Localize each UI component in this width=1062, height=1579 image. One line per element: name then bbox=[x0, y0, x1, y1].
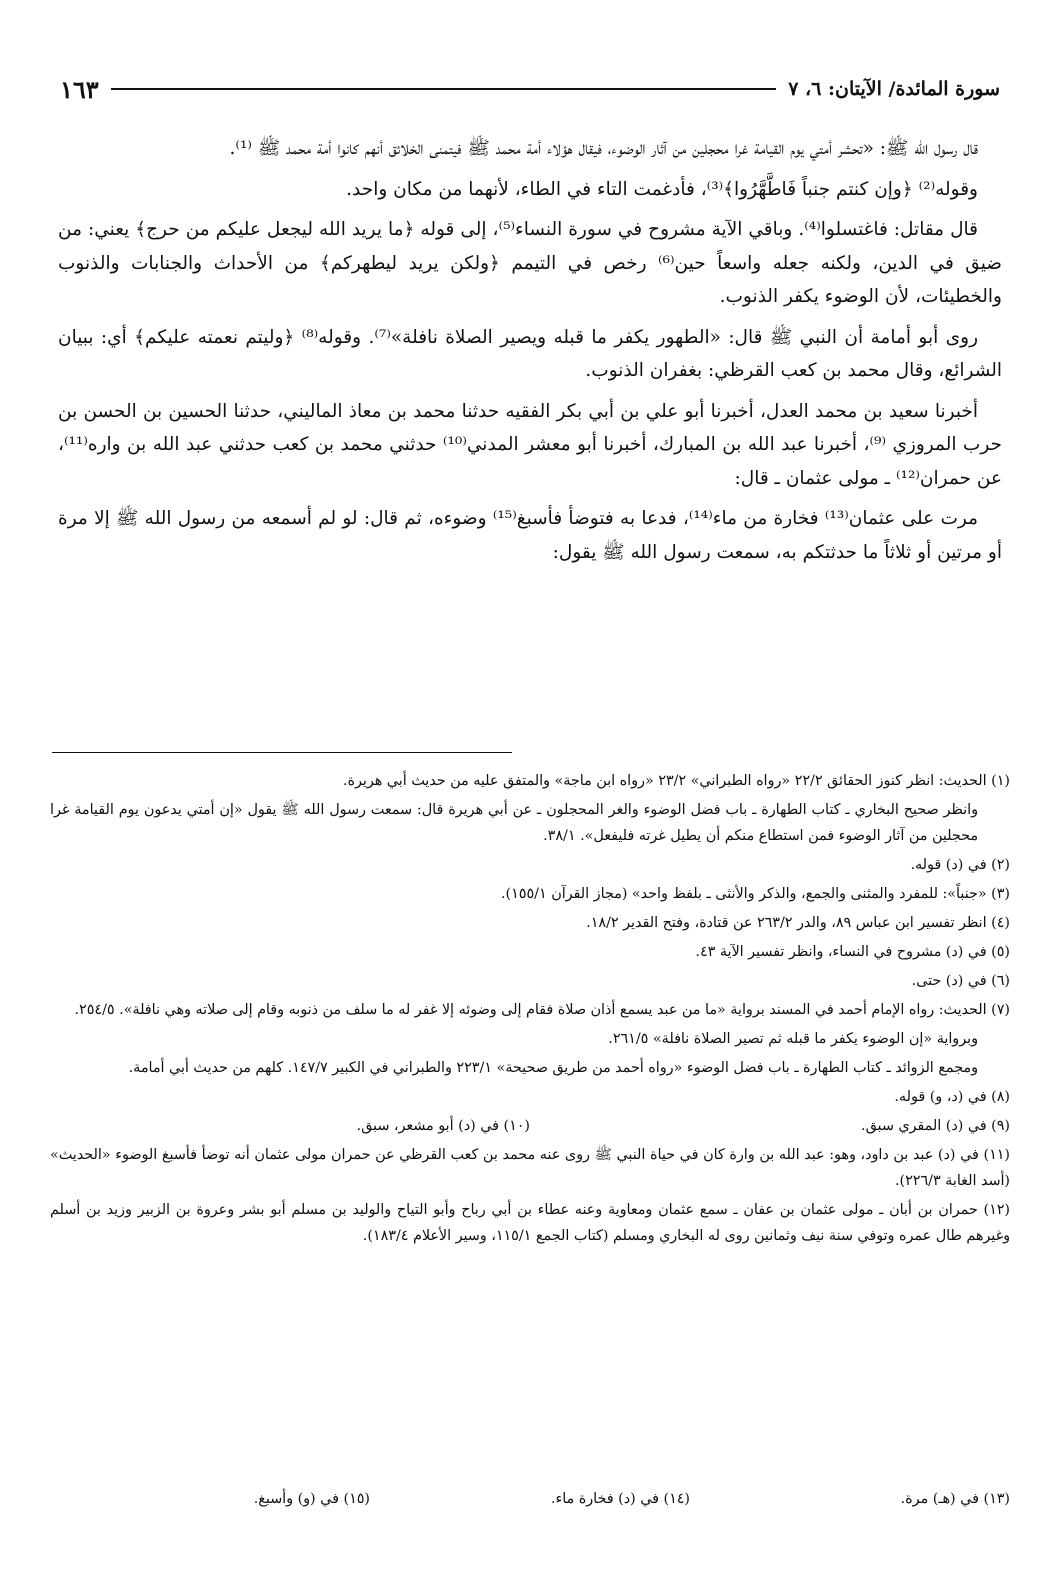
footnote-3: (٣) «جنباً»: للمفرد والمثنى والجمع، والذكر والأنثى ـ بلفظ واحد» (مجاز القرآن ١٥٥/١). bbox=[500, 886, 1010, 902]
footnote-row-last bbox=[50, 1486, 1010, 1512]
running-title: سورة المائدة/ الآيتان: ٦، ٧ bbox=[788, 78, 1000, 100]
paragraph: روى أبو أمامة أن النبي ﷺ قال: «الطهور يكفر ما قبله ويصير الصلاة نافلة»⁽⁷⁾. وقوله⁽⁸⁾ ﴿وليتم نعمته عليكم﴾ أي: ببيان الشرائع، وقال محمد بن كعب القرظي: بغفران الذنوب. bbox=[58, 326, 1002, 381]
paragraph: قال مقاتل: فاغتسلوا⁽⁴⁾. وباقي الآية مشروح في سورة النساء⁽⁵⁾، إلى قوله ﴿ما يريد الله ليجعل عليكم من حرج﴾ يعني: من ضيق في الدين، ولكنه جعله واسعاً حين⁽⁶⁾ رخص في التيمم ﴿ولكن يريد ليطهركم﴾ من الأحداث والجنابات والذنوب والخطيئات، لأن الوضوء يكفر الذنوب. bbox=[58, 219, 1002, 307]
footnotes bbox=[50, 768, 1010, 1252]
page-number: ١٦٣ bbox=[60, 74, 99, 104]
paragraph: وقوله⁽²⁾ ﴿وإن كنتم جنباً فَاطَّهَّرُوا﴾⁽³⁾، فأدغمت التاء في الطاء، لأنهما من مكان واحد. bbox=[346, 178, 978, 200]
page-header bbox=[60, 72, 1000, 106]
footnote-7: (٧) الحديث: رواه الإمام أحمد في المسند برواية «ما من عبد يسمع أذان صلاة فقام إلى وضوئه إلا غفر له ما سلف من ذنوبه وقام إلى صلاته وهي نافلة». ٢٥٤/٥. bbox=[74, 1002, 1010, 1018]
footnote-15: (١٥) في (و) وأسبغ. bbox=[253, 1491, 370, 1507]
footnote-2: (٢) في (د) قوله. bbox=[910, 857, 1010, 873]
footnote-12: (١٢) حمران بن أبان ـ مولى عثمان بن عفان ـ سمع عثمان ومعاوية وعنه عطاء بن أبي رباح وأبو التياح والوليد بن مسلم أبو بشر وعروة بن الزبير وزيد بن أسلم وغيرهم طال عمره وتوفي سنة نيف وثمانين روى له البخاري ومسلم (كتاب الجمع ١١٥/١، وسير الأعلام ١٨٣/٤). bbox=[50, 1202, 1010, 1244]
paragraph: قال رسول الله ﷺ: «تحشر أمتي يوم القيامة غرا محجلين من آثار الوضوء، فيقال هؤلاء أمة محمد ﷺ فيتمنى الخلائق أنهم كانوا أمة محمد ﷺ ⁽¹⁾. bbox=[229, 138, 978, 159]
footnote-5: (٥) في (د) مشروح في النساء، وانظر تفسير الآية ٤٣. bbox=[695, 944, 1010, 960]
paragraph: مرت على عثمان⁽¹³⁾ فخارة من ماء⁽¹⁴⁾، فدعا به فتوضأ فأسبغ⁽¹⁵⁾ وضوءه، ثم قال: لو لم أسمعه من رسول الله ﷺ إلا مرة أو مرتين أو ثلاثاً ما حدثتكم به، سمعت رسول الله ﷺ يقول: bbox=[58, 508, 1002, 563]
header-rule bbox=[111, 88, 777, 90]
footnote-7-continued: ومجمع الزوائد ـ كتاب الطهارة ـ باب فضل الوضوء «رواه أحمد من طريق صحيحة» ٢٢٣/١ والطبراني في الكبير ١٤٧/٧. كلهم من حديث أبي أمامة. bbox=[128, 1060, 978, 1076]
footnote-7-continued: وبرواية «إن الوضوء يكفر ما قبله ثم تصير الصلاة نافلة» ٢٦١/٥. bbox=[608, 1031, 978, 1047]
footnote-9: (٩) في (د) المقري سبق. bbox=[861, 1118, 1010, 1134]
footnote-1: (١) الحديث: انظر كنوز الحقائق ٢٢/٢ «رواه الطبراني» ٢٣/٢ «رواه ابن ماجة» والمتفق عليه من حديث أبي هريرة. bbox=[342, 773, 1010, 789]
footnote-4: (٤) انظر تفسير ابن عباس ٨٩، والدر ٢٦٣/٢ عن قتادة، وفتح القدير ١٨/٢. bbox=[586, 915, 1010, 931]
footnote-separator bbox=[52, 752, 512, 753]
footnote-1-continued: وانظر صحيح البخاري ـ كتاب الطهارة ـ باب فضل الوضوء والغر المحجلون ـ عن أبي هريرة قال: سمعت رسول الله ﷺ يقول «إن أمتي يدعون يوم القيامة غرا محجلين من آثار الوضوء فمن استطاع منكم أن يطيل غرته فليفعل». ٣٨/١. bbox=[50, 802, 978, 844]
footnote-10: (١٠) في (د) أبو مشعر، سبق. bbox=[356, 1118, 530, 1134]
footnote-6: (٦) في (د) حتى. bbox=[911, 973, 1010, 989]
footnote-13: (١٣) في (هـ) مرة. bbox=[900, 1491, 1010, 1507]
footnote-11: (١١) في (د) عبد بن داود، وهو: عبد الله بن وارة كان في حياة النبي ﷺ روى عنه محمد بن كعب القرظي عن حمران مولى عثمان أنه توضأ فأسبغ الوضوء «الحديث» (أسد الغابة ٢٢٦/٣). bbox=[50, 1147, 1010, 1189]
footnote-8: (٨) في (د، و) قوله. bbox=[894, 1089, 1010, 1105]
main-text bbox=[58, 132, 1002, 576]
footnote-row bbox=[50, 1113, 1010, 1139]
footnote-14: (١٤) في (د) فخارة ماء. bbox=[550, 1491, 690, 1507]
paragraph: أخبرنا سعيد بن محمد العدل، أخبرنا أبو علي بن أبي بكر الفقيه حدثنا محمد بن معاذ الماليني، حدثنا الحسين بن الحسن بن حرب المروزي ⁽⁹⁾، أخبرنا عبد الله بن المبارك، أخبرنا أبو معشر المدني⁽¹⁰⁾ حدثني محمد بن كعب حدثني عبد الله بن واره⁽¹¹⁾، عن حمران⁽¹²⁾ ـ مولى عثمان ـ قال: bbox=[58, 400, 1002, 489]
